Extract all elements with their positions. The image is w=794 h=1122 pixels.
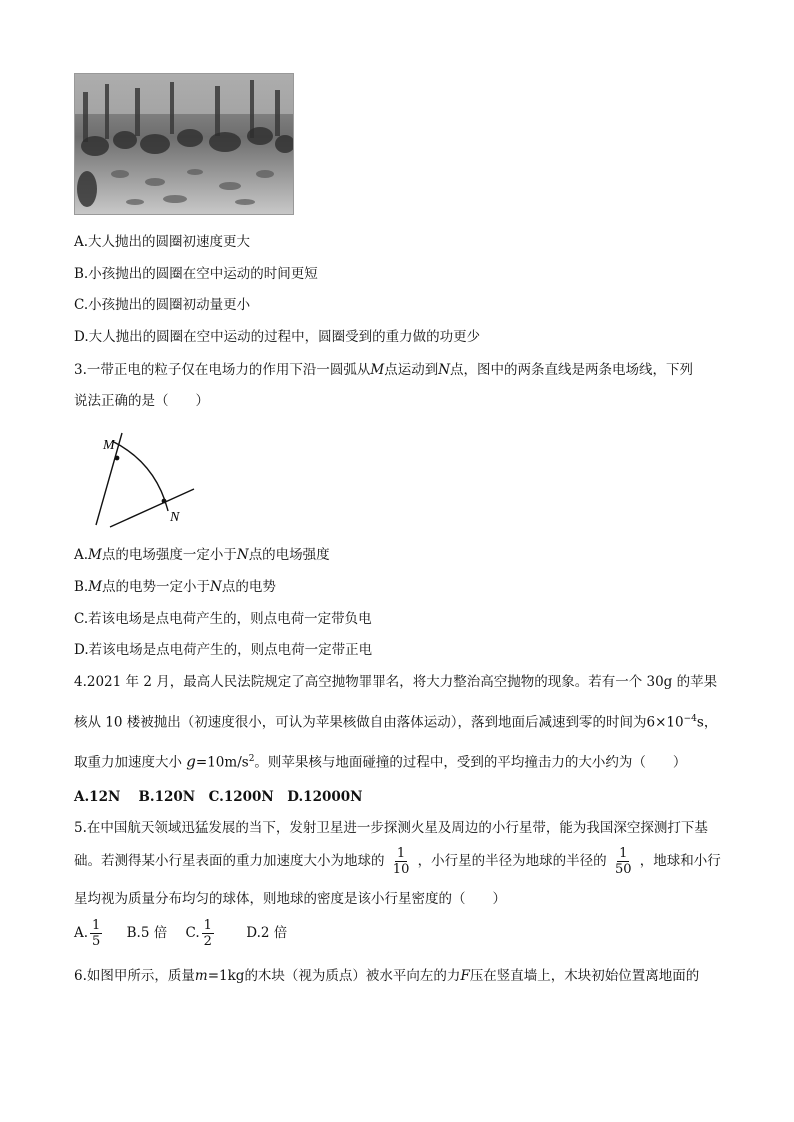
q3-option-c: C.若该电场是点电荷产生的，则点电荷一定带负电: [74, 611, 372, 627]
q3-option-a: A.M点的电场强度一定小于N点的电场强度: [74, 547, 330, 563]
q4-stem-line2: 核从 10 楼被抛出（初速度很小，可认为苹果核做自由落体运动），落到地面后减速到零的时间为$6\times 10^{-4}s$，: [74, 714, 718, 731]
field-line-2: [110, 489, 194, 527]
fraction-1-10: $\frac{1}{10}$: [392, 846, 410, 877]
q4-options: A.12N B.120N C.1200N D.12000N: [74, 789, 363, 805]
q2-option-d: D.大人抛出的圆圈在空中运动的过程中，圆圈受到的重力做的功更少: [74, 329, 481, 345]
q2-option-a: A.大人抛出的圆圈初速度更大: [74, 234, 251, 250]
crowd-ring-toss-photo-icon: [75, 74, 293, 214]
label-m: M: [103, 438, 115, 453]
q5-stem-line2: 础。若测得某小行星表面的重力加速度大小为地球的 $\frac{1}{10}$ ，小行星的半径为地球的半径的 $\frac{1}{50}$ ，地球和小行: [74, 846, 721, 877]
q5-stem-line1: 5.在中国航天领域迅猛发展的当下，发射卫星进一步探测火星及周边的小行星带，能为我国深空探测打下基: [74, 820, 708, 836]
q3-option-d: D.若该电场是点电荷产生的，则点电荷一定带正电: [74, 642, 373, 658]
q3-option-b: B.M点的电势一定小于N点的电势: [74, 579, 276, 595]
point-n: [162, 499, 167, 504]
q3-stem-line2: 说法正确的是（ ）: [74, 393, 209, 409]
fraction-1-50: $\frac{1}{50}$: [614, 846, 632, 877]
q3-field-diagram: [74, 425, 204, 535]
q5-options: A. $\frac{1}{5}$ B.5 倍 C. $\frac{1}{2}$ D.2 倍: [74, 918, 288, 949]
q4-stem-line1: 4.2021 年 2 月，最高人民法院规定了高空抛物罪罪名，将大力整治高空抛物的现象。若有一个 30g 的苹果: [74, 674, 718, 690]
arc-path: [112, 441, 168, 511]
ring-toss-photo: [74, 73, 294, 215]
q2-option-c: C.小孩抛出的圆圈初动量更小: [74, 297, 251, 313]
q4-stem-line3: 取重力加速度大小 $g=10m/s^2$。则苹果核与地面碰撞的过程中，受到的平均撞击力的大小约为（ ）: [74, 752, 687, 771]
q6-stem-line1: 6.如图甲所示，质量m=1kg的木块（视为质点）被水平向左的力F压在竖直墙上，木块初始位置离地面的: [74, 968, 700, 984]
label-n: N: [170, 510, 180, 525]
point-m: [115, 456, 120, 461]
q5-stem-line3: 星均视为质量分布均匀的球体，则地球的密度是该小行星密度的（ ）: [74, 891, 506, 907]
q3-stem-line1: 3.一带正电的粒子仅在电场力的作用下沿一圆弧从M点运动到N点，图中的两条直线是两条电场线，下列: [74, 362, 694, 378]
q2-option-b: B.小孩抛出的圆圈在空中运动的时间更短: [74, 266, 318, 282]
